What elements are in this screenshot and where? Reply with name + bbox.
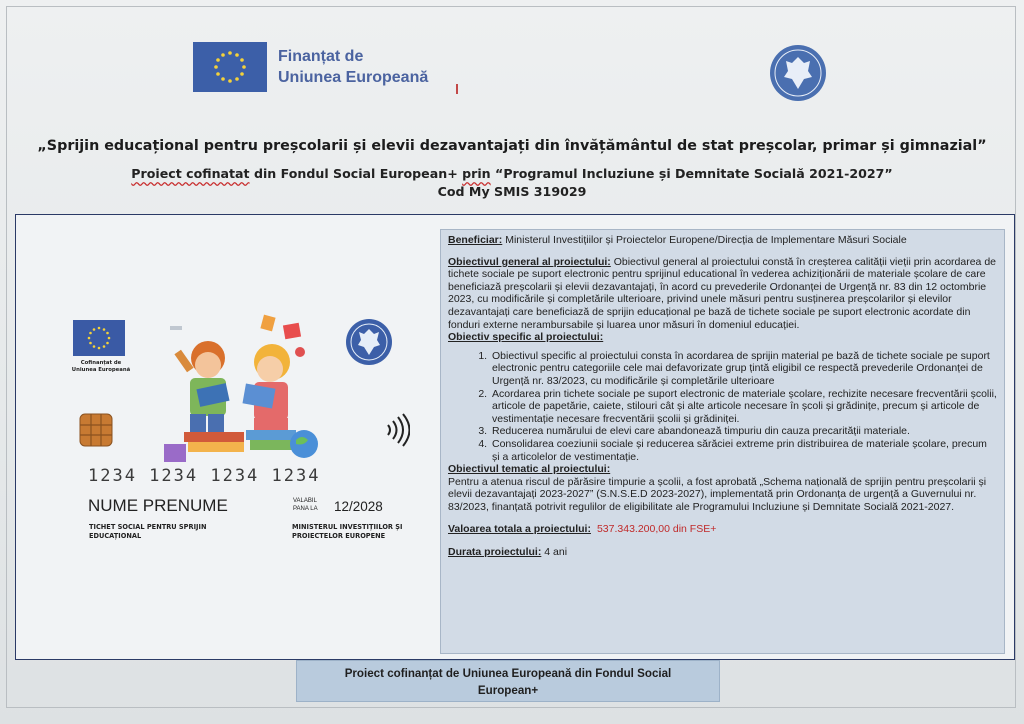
ticket-label: TICHET SOCIAL PENTRU SPRIJIN EDUCAȚIONAL [89, 523, 207, 540]
eu-funding-text [278, 46, 428, 88]
footer-line-2: European+ [477, 684, 539, 697]
subtitle-part-3: prin [462, 166, 491, 181]
duration-label: Durata proiectului: [448, 546, 542, 559]
objective-specific-heading [448, 331, 997, 344]
subtitle-part-2: din Fondul Social European+ [249, 166, 463, 181]
objective-tematic-label: Obiectivul tematic al proiectului: [448, 463, 611, 476]
objective-tematic-text: Pentru a atenua riscul de părăsire timpurie a școlii, a fost aprobată „Schema națională de sprijin pentru preșcolarii și elevii dezavantajați 2023-2027” (S.N.S.E.D 2023-2027), implementată prin Ordonanța de urgență a Guvernului nr. 83/2023, finanțată potrivit regulilor de eligibilitate ale Programului Incluziune și Demnitate Socială 2021-2027. [448, 475, 987, 513]
objective-general-text: Obiectivul general al proiectului constă în creșterea calității vieții prin acordarea de tichete sociale pe suport electronic pentru sprijinul educational în vederea achiziționării de materiale școlare de care beneficiază preșcolarii și elevii dezavantajați, în acord cu prevederile Ordonanței de Urgență nr. 83 din 12 octombrie 2023, cu modificările și completările ulterioare, privind unele măsuri pentru susținerea preșcolarilor și elevilor dezavantajați care beneficiază de sprijin educațional pe bază de tichete sociale pe suport electronic acordate din fonduri externe nerambursabile și luarea unor măsuri în domeniul educației. [448, 255, 996, 331]
list-item: 3. Reducerea numărului de elevi care abandonează timpuriu din cauza precarității materiale. [490, 425, 997, 438]
card-government-seal-icon [345, 318, 393, 366]
total-value-row [448, 523, 997, 536]
objective-tematic-heading [448, 463, 997, 476]
card-number: 1234 1234 1234 1234 [88, 466, 321, 486]
duration-value: 4 ani [541, 546, 568, 559]
card-chip-icon [79, 413, 113, 447]
objective-specific-list [448, 350, 997, 463]
duration-row [448, 546, 997, 559]
beneficiar-value: Ministerul Investițiilor și Proiectelor Europene/Direcția de Implementare Măsuri Sociale [502, 234, 907, 246]
valid-label-line-2: PANA LA [293, 506, 318, 512]
list-item: 4. Consolidarea coeziunii sociale și reducerea sărăciei extreme prin distribuirea de materiale școlare, precum și a articolelor de vestimentație. [490, 438, 997, 463]
card-eu-flag-icon [73, 320, 125, 356]
project-info-panel [440, 229, 1005, 654]
eu-line-2: Uniunea Europeană [278, 69, 429, 86]
total-value-label: Valoarea totala a proiectului: [448, 523, 591, 536]
footer-line-1: Proiect cofinanțat de Uniunea Europeană din Fondul Social [344, 667, 672, 680]
children-reading-illustration [150, 312, 330, 472]
valid-until-date: 12/2028 [334, 499, 383, 514]
total-value: 537.343.200,00 din FSE+ [596, 523, 717, 536]
card-eu-text: Cofinanțat de Uniunea Europeană [71, 360, 131, 373]
subtitle-part-4: “Programul Incluziune și Demnitate Socială 2021-2027” [490, 166, 893, 181]
divider-mark [456, 84, 458, 94]
objective-general-label: Obiectivul general al proiectului: [448, 255, 611, 268]
cofinancing-footer [296, 660, 720, 702]
eu-line-1: Finanțat de [278, 48, 364, 65]
contactless-icon [384, 413, 410, 447]
beneficiar-row [448, 234, 997, 247]
objective-specific-label: Obiectiv specific al proiectului: [448, 331, 604, 344]
subtitle-part-1: Proiect cofinatat [131, 166, 250, 181]
card-holder-name: NUME PRENUME [88, 496, 228, 515]
beneficiar-label: Beneficiar: [448, 234, 503, 246]
project-subtitle [0, 166, 1024, 181]
objective-general [448, 256, 997, 332]
eu-flag-icon [193, 42, 267, 92]
government-seal-icon [768, 43, 828, 103]
valid-until-label [293, 497, 318, 513]
smis-code: Cod My SMIS 319029 [437, 184, 587, 199]
list-item: 1. Obiectivul specific al proiectului consta în acordarea de sprijin material pe bază de tichete sociale pe suport electronic pentru categoriile cele mai defavorizate grup țintă eligibil ce respectă prevederile Ordonanței de Urgență nr. 83/2023, cu modificările și completările ulterioare [490, 350, 997, 388]
valid-label-line-1: VALABIL [293, 498, 317, 504]
ministry-label: MINISTERUL INVESTIȚIILOR ȘI PROIECTELOR EUROPENE [292, 523, 403, 540]
list-item: 2. Acordarea prin tichete sociale pe suport electronic de materiale școlare, rechizite necesare frecventării școlii, articole de papetărie, caiete, stilouri cât și alte articole necesare în școli și grădinițe, precum și articole de vestimentație necesare frecventării școlii și grădiniței. [490, 388, 997, 426]
project-title: „Sprijin educațional pentru preșcolarii și elevii dezavantajați din învățământul de stat preșcolar, primar și gimnazial” [37, 138, 987, 154]
